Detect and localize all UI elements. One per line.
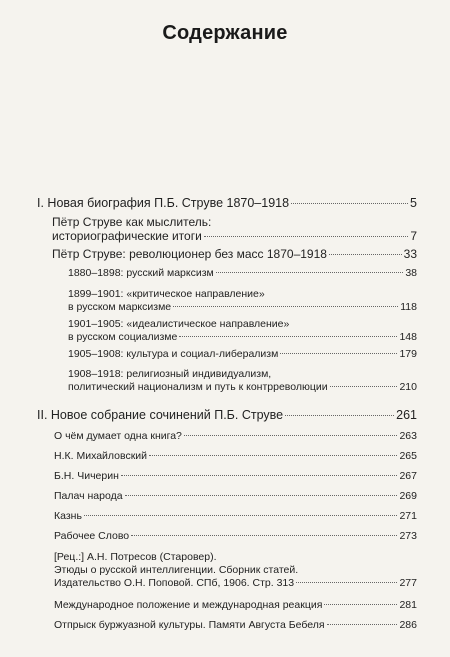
toc-item-1-2-1-title: 1880–1898: русский марксизм — [68, 267, 214, 279]
toc-item-1-2-3[interactable] — [68, 318, 417, 344]
toc-section-1-page: 5 — [410, 196, 417, 210]
leader-dots — [173, 306, 398, 307]
toc-item-2-3-title: Б.Н. Чичерин — [54, 470, 119, 482]
toc-item-2-9-title: Отпрыск буржуазной культуры. Памяти Августа Бебеля — [54, 619, 325, 631]
toc-section-2[interactable] — [37, 408, 417, 422]
toc-item-2-1-page: 263 — [399, 430, 417, 442]
toc-section-1[interactable] — [37, 196, 417, 210]
toc-item-2-2[interactable] — [54, 450, 417, 463]
toc-item-2-6[interactable] — [54, 530, 417, 543]
toc-item-2-4-title: Палач народа — [54, 490, 123, 502]
toc-item-1-2-5[interactable] — [68, 368, 417, 394]
leader-dots — [84, 515, 398, 516]
toc-subsection-1-1-line-2: историографические итоги — [52, 229, 202, 243]
toc-item-2-4[interactable] — [54, 490, 417, 503]
leader-dots — [291, 203, 408, 204]
toc-subsection-1-2-page: 33 — [403, 247, 417, 261]
toc-item-2-7-page: 277 — [399, 577, 417, 589]
leader-dots — [324, 604, 397, 605]
toc-item-2-1-title: О чём думает одна книга? — [54, 430, 182, 442]
toc-item-1-2-5-line-1: 1908–1918: религиозный индивидуализм, — [68, 368, 272, 380]
toc-item-2-6-title: Рабочее Слово — [54, 530, 130, 542]
toc-item-1-2-3-line-1: 1901–1905: «идеалистическое направление» — [68, 318, 290, 330]
toc-subsection-1-1[interactable] — [52, 215, 417, 243]
toc-item-2-2-page: 265 — [399, 450, 417, 462]
toc-item-2-7-line-3: Издательство О.Н. Поповой. СПб, 1906. Стр. 313 — [54, 577, 295, 589]
toc-subsection-1-1-line-1: Пётр Струве как мыслитель: — [52, 215, 212, 229]
leader-dots — [330, 386, 398, 387]
toc-section-2-title: II. Новое собрание сочинений П.Б. Струве — [37, 408, 284, 422]
toc-item-1-2-2[interactable] — [68, 288, 417, 314]
toc-section-2-page: 261 — [396, 408, 417, 422]
toc-item-2-6-page: 273 — [399, 530, 417, 542]
leader-dots — [125, 495, 398, 496]
toc-item-1-2-4-title: 1905–1908: культура и социал-либерализм — [68, 348, 279, 360]
toc-item-1-2-4[interactable] — [68, 348, 417, 361]
toc-item-2-2-title: Н.К. Михайловский — [54, 450, 148, 462]
toc-section-1-title: I. Новая биография П.Б. Струве 1870–1918 — [37, 196, 290, 210]
toc-item-1-2-1-page: 38 — [405, 267, 417, 279]
leader-dots — [285, 415, 394, 416]
toc-item-1-2-2-page: 118 — [400, 301, 417, 313]
leader-dots — [329, 254, 402, 255]
toc-item-1-2-3-line-2: в русском социализме — [68, 331, 178, 343]
toc-item-1-2-2-line-1: 1899–1901: «критическое направление» — [68, 288, 265, 300]
toc-item-1-2-3-page: 148 — [399, 331, 417, 343]
leader-dots — [204, 236, 409, 237]
toc-item-2-5[interactable] — [54, 510, 417, 523]
leader-dots — [131, 535, 397, 536]
toc-item-2-7-line-1: [Рец.:] А.Н. Потресов (Старовер). — [54, 551, 217, 563]
toc-item-2-8-title: Международное положение и международная реакция — [54, 599, 323, 611]
leader-dots — [296, 582, 397, 583]
toc-item-2-7-line-2: Этюды о русской интеллигенции. Сборник статей. — [54, 564, 299, 576]
toc-subsection-1-2-title: Пётр Струве: революционер без масс 1870–1918 — [52, 247, 327, 261]
leader-dots — [121, 475, 398, 476]
toc-item-2-5-title: Казнь — [54, 510, 82, 522]
toc-item-2-9[interactable] — [54, 619, 417, 632]
toc-item-2-7[interactable] — [54, 551, 417, 590]
bleed-through-texture — [168, 60, 408, 120]
toc-item-1-2-5-page: 210 — [399, 381, 417, 393]
leader-dots — [327, 624, 398, 625]
toc-item-2-4-page: 269 — [399, 490, 417, 502]
toc-item-2-1[interactable] — [54, 430, 417, 443]
leader-dots — [280, 353, 397, 354]
toc-item-1-2-1[interactable] — [68, 267, 417, 280]
toc-item-2-9-page: 286 — [399, 619, 417, 631]
toc-item-2-3[interactable] — [54, 470, 417, 483]
toc-item-1-2-5-line-2: политический национализм и путь к контрреволюции — [68, 381, 328, 393]
toc-item-2-5-page: 271 — [399, 510, 417, 522]
toc-subsection-1-2[interactable] — [52, 247, 417, 261]
toc-subsection-1-1-page: 7 — [410, 229, 417, 243]
leader-dots — [149, 455, 397, 456]
leader-dots — [216, 272, 404, 273]
toc-item-1-2-4-page: 179 — [399, 348, 417, 360]
toc-item-2-3-page: 267 — [399, 470, 417, 482]
toc-item-1-2-2-line-2: в русском марксизме — [68, 301, 172, 313]
toc-item-2-8[interactable] — [54, 599, 417, 612]
leader-dots — [184, 435, 398, 436]
page-title: Содержание — [162, 22, 288, 44]
leader-dots — [179, 336, 397, 337]
toc-item-2-8-page: 281 — [399, 599, 417, 611]
